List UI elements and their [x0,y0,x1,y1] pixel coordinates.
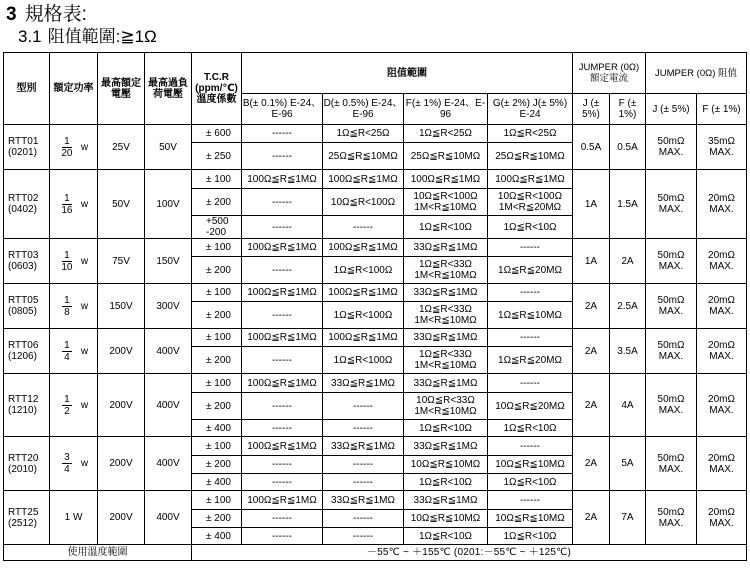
table-row [4,437,747,456]
model-cell [4,239,50,284]
overload-voltage-cell: 300V [145,284,192,329]
col-jumper-resistance-header: JUMPER (0Ω) 阻值 [646,53,747,94]
model-code: (0402) [8,204,37,215]
range-g-cell: ------ [488,437,573,456]
power-unit: 1 W [64,512,83,523]
range-f-cell: 33Ω≦R≦1MΩ [404,329,488,347]
range-g-cell: 10Ω≦R≦10MΩ [488,456,573,474]
jumper-current-j-cell: 2A [573,437,610,491]
jumper-resistance-f-cell: 20mΩ MAX. [697,374,747,437]
range-b-cell: 100Ω≦R≦1MΩ [242,239,323,257]
tcr-cell: ± 200 [192,302,242,329]
range-g-cell: 1Ω≦R<10Ω [488,474,573,491]
range-b-cell: ------ [242,474,323,491]
range-g-cell: ------ [488,329,573,347]
jumper-resistance-j-cell: 50mΩ MAX. [646,284,697,329]
power-numerator: 1 [64,393,70,405]
col-jumper-resistance-f-header: F (± 1%) [697,94,747,125]
jumper-current-f-cell: 2.5A [610,284,646,329]
tcr-cell: ± 100 [192,239,242,257]
range-g-cell: ------ [488,491,573,510]
range-b-cell: ------ [242,125,323,143]
range-d-cell: ------ [323,528,404,545]
range-b-cell: 100Ω≦R≦1MΩ [242,329,323,347]
power-fraction [59,295,88,318]
tcr-cell: +500 -200 [192,216,242,239]
range-d-cell: 100Ω≦R≦1MΩ [323,170,404,189]
model-cell [4,329,50,374]
model-code: (1206) [8,351,37,362]
col-d-header: D(± 0.5%) E-24、E-96 [323,94,404,125]
overload-voltage-cell: 400V [145,329,192,374]
power-denominator: 20 [61,147,73,159]
power-fraction [59,452,88,475]
model-name: RTT03 [8,250,39,261]
power-fraction [59,394,88,417]
range-f-cell: 1Ω≦R<33Ω 1M<R≦10MΩ [404,302,488,329]
power-numerator: 1 [64,192,70,204]
table-row [4,284,747,302]
range-f-cell: 10Ω≦R<100Ω 1M<R≦10MΩ [404,189,488,216]
col-b-header: B(± 0.1%) E-24、E-96 [242,94,323,125]
power-fraction [59,193,88,216]
tcr-cell: ± 600 [192,125,242,143]
power-denominator: 2 [64,405,70,417]
model-cell [4,437,50,491]
col-tcr-header: T.C.R (ppm/℃) 溫度係數 [192,53,242,125]
model-name: RTT05 [8,295,39,306]
range-b-cell: ------ [242,143,323,170]
operating-temp-label: 使用溫度範圍 [4,545,192,561]
range-d-cell: 33Ω≦R≦1MΩ [323,374,404,393]
jumper-resistance-f-cell: 20mΩ MAX. [697,284,747,329]
range-g-cell: 25Ω≦R≦10MΩ [488,143,573,170]
operating-temp-value: －55℃ ~ ＋155℃ (0201:－55℃ ~ ＋125℃) [192,545,747,561]
tcr-cell: ± 400 [192,528,242,545]
power-fraction [59,340,88,363]
power-unit: w [80,300,89,312]
table-row [4,491,747,510]
tcr-cell: ± 200 [192,347,242,374]
jumper-current-j-cell: 2A [573,284,610,329]
range-b-cell: 100Ω≦R≦1MΩ [242,437,323,456]
tcr-cell: ± 200 [192,257,242,284]
tcr-cell: ± 400 [192,474,242,491]
range-f-cell: 25Ω≦R≦10MΩ [404,143,488,170]
col-jumper-resistance-j-header: J (± 5%) [646,94,697,125]
range-d-cell: 1Ω≦R<25Ω [323,125,404,143]
jumper-current-j-cell: 2A [573,329,610,374]
range-d-cell: ------ [323,456,404,474]
col-max-voltage-header: 最高額定電壓 [98,53,145,125]
max-voltage-cell: 75V [98,239,145,284]
range-d-cell: 10Ω≦R<100Ω [323,189,404,216]
jumper-current-f-cell: 2A [610,239,646,284]
tcr-cell: ± 100 [192,329,242,347]
max-voltage-cell: 200V [98,374,145,437]
power-unit: w [80,141,89,153]
table-row [4,374,747,393]
jumper-resistance-j-cell: 50mΩ MAX. [646,170,697,239]
range-d-cell: 33Ω≦R≦1MΩ [323,437,404,456]
range-g-cell: 1Ω≦R<25Ω [488,125,573,143]
jumper-current-j-cell: 1A [573,170,610,239]
range-b-cell: ------ [242,189,323,216]
model-name: RTT06 [8,340,39,351]
range-f-cell: 1Ω≦R<10Ω [404,528,488,545]
range-f-cell: 33Ω≦R≦1MΩ [404,437,488,456]
power-denominator: 4 [64,464,70,475]
power-cell [50,374,98,437]
power-numerator: 1 [64,135,70,147]
range-f-cell: 33Ω≦R≦1MΩ [404,284,488,302]
jumper-resistance-f-cell: 20mΩ MAX. [697,170,747,239]
jumper-current-j-cell: 1A [573,239,610,284]
tcr-cell: ± 100 [192,170,242,189]
jumper-current-j-cell: 2A [573,374,610,437]
col-jumper-current-j-header: J (± 5%) [573,94,610,125]
jumper-resistance-j-cell: 50mΩ MAX. [646,491,697,545]
jumper-resistance-f-cell: 20mΩ MAX. [697,329,747,374]
range-b-cell: ------ [242,393,323,420]
table-row [4,329,747,347]
max-voltage-cell: 150V [98,284,145,329]
range-g-cell: 10Ω≦R≦20MΩ [488,393,573,420]
model-code: (0201) [8,147,37,158]
jumper-resistance-j-cell: 50mΩ MAX. [646,437,697,491]
spec-table [3,52,747,561]
range-d-cell: 1Ω≦R<100Ω [323,302,404,329]
power-cell [50,170,98,239]
tcr-cell: ± 200 [192,510,242,528]
range-f-cell: 1Ω≦R<33Ω 1M<R≦10MΩ [404,347,488,374]
power-cell [50,125,98,170]
overload-voltage-cell: 400V [145,491,192,545]
range-f-cell: 10Ω≦R≦10MΩ [404,510,488,528]
power-unit: w [80,255,89,267]
range-b-cell: 100Ω≦R≦1MΩ [242,374,323,393]
range-g-cell: 10Ω≦R≦10MΩ [488,510,573,528]
col-range-header: 阻值範圍 [242,53,573,94]
range-d-cell: 100Ω≦R≦1MΩ [323,239,404,257]
power-unit: w [80,198,89,210]
power-numerator: 1 [64,249,70,261]
tcr-cell: ± 200 [192,189,242,216]
tcr-cell: ± 100 [192,491,242,510]
model-cell [4,491,50,545]
range-f-cell: 1Ω≦R<25Ω [404,125,488,143]
max-voltage-cell: 200V [98,329,145,374]
power-unit: w [80,399,89,411]
power-numerator: 1 [64,339,70,351]
tcr-cell: ± 100 [192,437,242,456]
range-d-cell: ------ [323,216,404,239]
tcr-cell: ± 400 [192,420,242,437]
power-fraction [59,136,88,159]
range-f-cell: 10Ω≦R<33Ω 1M<R≦10MΩ [404,393,488,420]
range-b-cell: ------ [242,216,323,239]
jumper-resistance-j-cell: 50mΩ MAX. [646,239,697,284]
table-row [4,170,747,189]
model-name: RTT01 [8,136,39,147]
range-b-cell: 100Ω≦R≦1MΩ [242,491,323,510]
range-d-cell: 1Ω≦R<100Ω [323,257,404,284]
power-unit: w [80,458,89,469]
max-voltage-cell: 200V [98,437,145,491]
range-d-cell: 100Ω≦R≦1MΩ [323,284,404,302]
jumper-current-f-cell: 1.5A [610,170,646,239]
section-title: 規格表: [24,4,87,25]
jumper-current-f-cell: 0.5A [610,125,646,170]
jumper-resistance-f-cell: 20mΩ MAX. [697,437,747,491]
jumper-resistance-f-cell: 35mΩ MAX. [697,125,747,170]
power-denominator: 4 [64,351,70,363]
power-cell [50,239,98,284]
range-b-cell: ------ [242,510,323,528]
model-cell [4,374,50,437]
jumper-current-f-cell: 3.5A [610,329,646,374]
subsection-title: 阻值範圍:≧1Ω [47,27,157,46]
model-code: (1210) [8,405,37,416]
power-denominator: 10 [61,261,73,273]
range-d-cell: ------ [323,510,404,528]
range-d-cell: 1Ω≦R<100Ω [323,347,404,374]
jumper-resistance-j-cell: 50mΩ MAX. [646,125,697,170]
power-denominator: 8 [64,306,70,318]
range-f-cell: 10Ω≦R≦10MΩ [404,456,488,474]
overload-voltage-cell: 150V [145,239,192,284]
range-g-cell: 1Ω≦R<10Ω [488,528,573,545]
overload-voltage-cell: 400V [145,437,192,491]
model-name: RTT02 [8,193,39,204]
range-g-cell: 1Ω≦R≦10MΩ [488,302,573,329]
col-power-header: 額定功率 [50,53,98,125]
range-b-cell: ------ [242,257,323,284]
range-b-cell: 100Ω≦R≦1MΩ [242,170,323,189]
model-code: (2512) [8,517,37,529]
tcr-cell: ± 200 [192,393,242,420]
range-f-cell: 33Ω≦R≦1MΩ [404,491,488,510]
model-cell [4,170,50,239]
max-voltage-cell: 200V [98,491,145,545]
range-b-cell: ------ [242,347,323,374]
range-d-cell: ------ [323,420,404,437]
jumper-current-j-cell: 0.5A [573,125,610,170]
model-name: RTT20 [8,452,39,464]
range-g-cell: ------ [488,374,573,393]
power-numerator: 1 [64,294,70,306]
range-b-cell: ------ [242,456,323,474]
max-voltage-cell: 25V [98,125,145,170]
col-overload-voltage-header: 最高過負荷電壓 [145,53,192,125]
tcr-cell: ± 250 [192,143,242,170]
power-cell [50,437,98,491]
range-f-cell: 33Ω≦R≦1MΩ [404,239,488,257]
range-f-cell: 1Ω≦R<10Ω [404,216,488,239]
model-code: (2010) [8,463,37,475]
power-cell [50,284,98,329]
range-f-cell: 1Ω≦R<10Ω [404,474,488,491]
model-name: RTT12 [8,394,39,405]
range-f-cell: 100Ω≦R≦1MΩ [404,170,488,189]
table-row [4,239,747,257]
spec-table-body [4,125,747,545]
power-denominator: 16 [61,204,73,216]
range-b-cell: ------ [242,420,323,437]
range-g-cell: ------ [488,284,573,302]
power-cell [50,329,98,374]
range-d-cell: ------ [323,393,404,420]
power-fraction [65,512,83,523]
model-name: RTT25 [8,506,39,518]
power-numerator: 3 [64,452,70,463]
tcr-cell: ± 100 [192,284,242,302]
model-code: (0805) [8,306,37,317]
jumper-resistance-j-cell: 50mΩ MAX. [646,374,697,437]
jumper-resistance-f-cell: 20mΩ MAX. [697,491,747,545]
power-fraction [59,250,88,273]
range-f-cell: 33Ω≦R≦1MΩ [404,374,488,393]
power-cell [50,491,98,545]
range-g-cell: 1Ω≦R≦20MΩ [488,257,573,284]
col-jumper-current-header: JUMPER (0Ω) 額定電流 [573,53,646,94]
overload-voltage-cell: 50V [145,125,192,170]
power-unit: w [80,345,89,357]
tcr-cell: ± 200 [192,456,242,474]
section-number: 3 [6,4,17,25]
jumper-current-f-cell: 4A [610,374,646,437]
section-heading [6,4,87,26]
range-g-cell: ------ [488,239,573,257]
col-jumper-current-f-header: F (± 1%) [610,94,646,125]
range-d-cell: 25Ω≦R≦10MΩ [323,143,404,170]
range-b-cell: ------ [242,528,323,545]
range-b-cell: 100Ω≦R≦1MΩ [242,284,323,302]
overload-voltage-cell: 100V [145,170,192,239]
jumper-current-f-cell: 5A [610,437,646,491]
range-g-cell: 10Ω≦R<100Ω 1M<R≦20MΩ [488,189,573,216]
col-model-header: 型別 [4,53,50,125]
range-g-cell: 1Ω≦R<10Ω [488,420,573,437]
model-cell [4,125,50,170]
col-f-header: F(± 1%) E-24、E-96 [404,94,488,125]
range-g-cell: 1Ω≦R≦20MΩ [488,347,573,374]
range-f-cell: 1Ω≦R<33Ω 1M<R≦10MΩ [404,257,488,284]
max-voltage-cell: 50V [98,170,145,239]
tcr-cell: ± 100 [192,374,242,393]
model-cell [4,284,50,329]
model-code: (0603) [8,261,37,272]
jumper-resistance-j-cell: 50mΩ MAX. [646,329,697,374]
jumper-current-f-cell: 7A [610,491,646,545]
range-d-cell: 100Ω≦R≦1MΩ [323,329,404,347]
range-b-cell: ------ [242,302,323,329]
range-d-cell: ------ [323,474,404,491]
range-g-cell: 100Ω≦R≦1MΩ [488,170,573,189]
range-g-cell: 1Ω≦R<10Ω [488,216,573,239]
range-d-cell: 33Ω≦R≦1MΩ [323,491,404,510]
subsection-heading [18,27,157,47]
subsection-number: 3.1 [18,27,42,46]
range-f-cell: 1Ω≦R<10Ω [404,420,488,437]
jumper-current-j-cell: 2A [573,491,610,545]
col-g-header: G(± 2%) J(± 5%) E-24 [488,94,573,125]
table-row [4,125,747,143]
jumper-resistance-f-cell: 20mΩ MAX. [697,239,747,284]
overload-voltage-cell: 400V [145,374,192,437]
